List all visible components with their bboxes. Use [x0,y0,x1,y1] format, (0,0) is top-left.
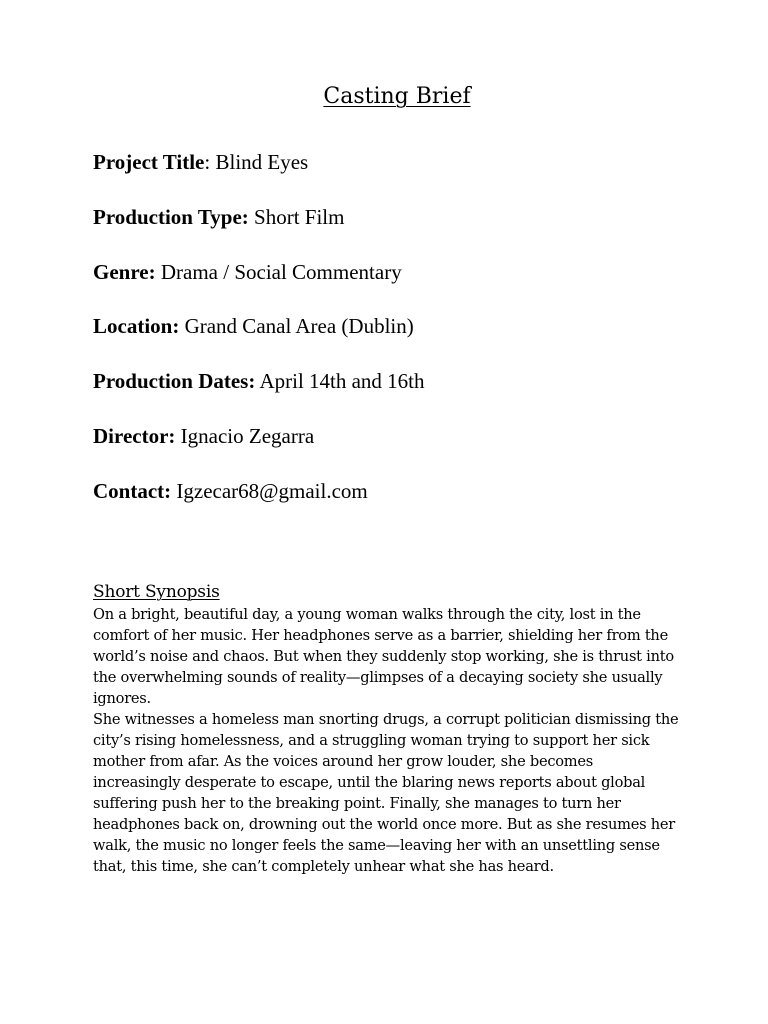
field-contact [93,477,713,505]
synopsis-paragraph: On a bright, beautiful day, a young woman walks through the city, lost in the comfort of her music. Her headphones serve as a barrier, shielding her from the world’s noise and chaos. But when they suddenly stop working, she is thrust into the overwhelming sounds of reality—glimpses of a decaying society she usually ignores. [93,606,674,707]
field-label: Production Type: [93,204,249,229]
field-separator: : [204,150,216,174]
field-label: Location: [93,314,180,339]
field-value: Grand Canal Area (Dublin) [184,314,414,339]
field-label: Production Dates: [93,369,256,394]
field-label: Contact: [93,478,172,503]
field-production-dates [93,367,713,395]
synopsis-heading: Short Synopsis [93,582,220,602]
synopsis-section [93,580,683,877]
synopsis-paragraph: She witnesses a homeless man snorting drugs, a corrupt politician dismissing the city’s rising homelessness, and a struggling woman trying to support her sick mother from afar. As the voices around her grow louder, she becomes increasingly desperate to escape, until the blaring news reports about global suffering push her to the breaking point. Finally, she manages to turn her headphones back on, drowning out the world once more. But as she resumes her walk, the music no longer feels the same—leaving her with an unsettling sense that, this time, she can’t completely unhear what she has heard. [93,711,679,875]
field-label: Genre: [93,259,156,284]
field-genre [93,258,713,286]
field-value: Short Film [254,204,345,229]
document-title: Casting Brief [323,84,471,109]
field-location [93,312,713,340]
field-production-type [93,203,713,231]
project-details [93,148,713,532]
field-value: Blind Eyes [215,150,309,174]
field-value: April 14th and 16th [259,369,425,394]
field-value: Drama / Social Commentary [160,259,402,284]
field-value: Ignacio Zegarra [180,423,315,448]
field-label: Director: [93,423,176,448]
field-director [93,422,713,450]
field-project-title [93,148,713,176]
field-value: Igzecar68@gmail.com [176,478,368,503]
field-label: Project Title [93,150,205,174]
